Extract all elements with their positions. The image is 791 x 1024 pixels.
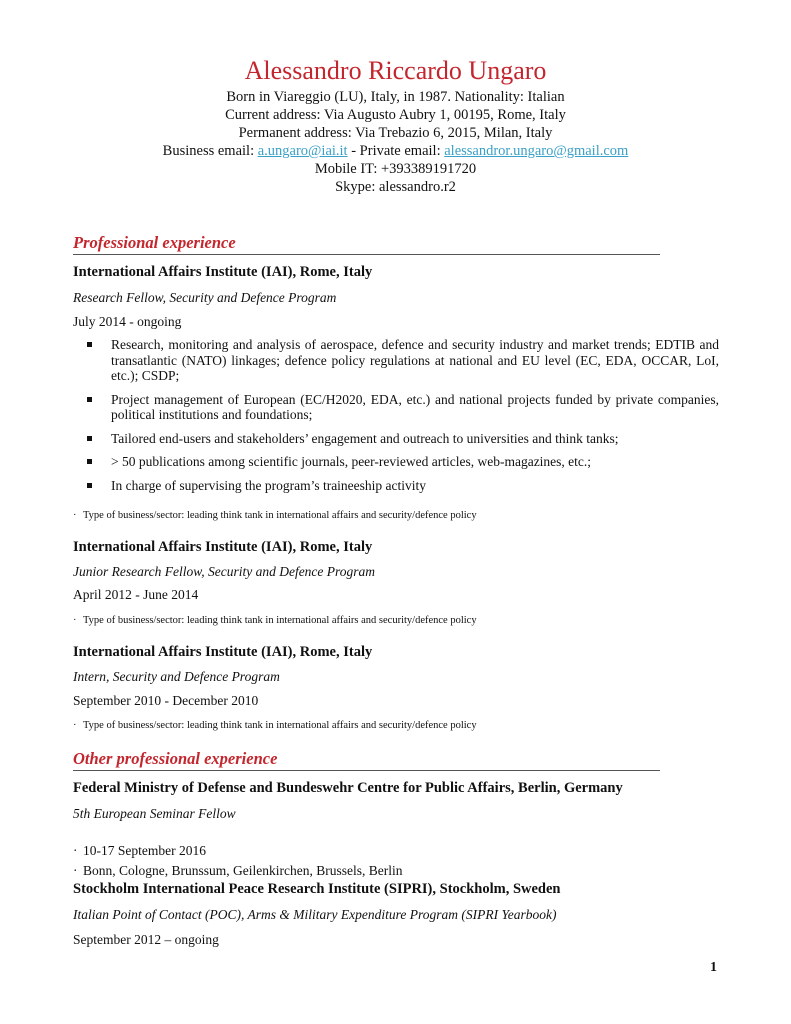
job-organization: International Affairs Institute (IAI), Rome, Italy [73, 264, 373, 280]
job-organization: Federal Ministry of Defense and Bundeswehr Centre for Public Affairs, Berlin, Germany [73, 780, 623, 796]
duty-item [87, 454, 719, 470]
dot-bullet-icon: · [73, 842, 78, 858]
duty-text: > 50 publications among scientific journals, peer-reviewed articles, web-magazines, etc.; [111, 454, 592, 469]
page-number: 1 [710, 960, 717, 975]
event-dates-text: 10-17 September 2016 [83, 842, 206, 858]
professional-experience-section [73, 232, 719, 732]
note-text: Type of business/sector: leading think tank in international affairs and security/defence policy [83, 720, 477, 731]
current-address: Current address: Via Augusto Aubry 1, 00195, Rome, Italy [225, 107, 566, 123]
job-role: 5th European Seminar Fellow [73, 806, 236, 821]
duty-text: Project management of European (EC/H2020, EDA, etc.) and national projects funded by private companies, political institutions and foundations; [111, 391, 719, 422]
event-locations-text: Bonn, Cologne, Brunssum, Geilenkirchen, Brussels, Berlin [83, 862, 403, 878]
job-organization: Stockholm International Peace Research Institute (SIPRI), Stockholm, Sweden [73, 881, 561, 897]
duty-text: Tailored end-users and stakeholders’ engagement and outreach to universities and think tanks; [111, 430, 619, 446]
mobile-phone: Mobile IT: +393389191720 [314, 161, 477, 177]
business-email-label: Business email: [162, 143, 258, 159]
business-sector-note [73, 614, 477, 628]
square-bullet-icon [87, 397, 92, 402]
square-bullet-icon [87, 436, 92, 441]
birth-nationality: Born in Viareggio (LU), Italy, in 1987. Nationality: Italian [226, 89, 565, 105]
duty-list [87, 337, 719, 501]
dot-bullet-icon: · [73, 510, 77, 521]
job-dates: April 2012 - June 2014 [73, 587, 199, 602]
duty-item [87, 478, 719, 494]
square-bullet-icon [87, 459, 92, 464]
section-title-other: Other professional experience [73, 748, 660, 771]
cv-header [0, 54, 791, 196]
job-dates: September 2012 – ongoing [73, 932, 219, 947]
event-dates [73, 842, 206, 860]
duty-item [87, 392, 719, 423]
job-role: Junior Research Fellow, Security and Defence Program [73, 564, 376, 579]
job-organization: International Affairs Institute (IAI), Rome, Italy [73, 644, 373, 660]
business-sector-note [73, 509, 477, 523]
job-dates: September 2010 - December 2010 [73, 693, 259, 708]
job-organization: International Affairs Institute (IAI), Rome, Italy [73, 539, 373, 555]
job-role: Intern, Security and Defence Program [73, 669, 280, 684]
section-title-professional: Professional experience [73, 232, 660, 255]
job-role: Research Fellow, Security and Defence Program [73, 290, 337, 305]
email-line [0, 142, 791, 160]
duty-text: In charge of supervising the program’s traineeship activity [111, 477, 427, 493]
business-sector-note [73, 719, 477, 733]
other-experience-section [73, 748, 660, 958]
permanent-address: Permanent address: Via Trebazio 6, 2015, Milan, Italy [238, 125, 553, 141]
square-bullet-icon [87, 342, 92, 347]
dot-bullet-icon: · [73, 862, 78, 878]
dot-bullet-icon: · [73, 615, 77, 626]
skype-id: Skype: alessandro.r2 [335, 179, 456, 195]
duty-item [87, 337, 719, 384]
private-email-label: - Private email: [347, 143, 445, 159]
job-dates: July 2014 - ongoing [73, 314, 182, 329]
event-locations [73, 862, 402, 880]
business-email-link[interactable]: a.ungaro@iai.it [257, 143, 348, 159]
dot-bullet-icon: · [73, 720, 77, 731]
note-text: Type of business/sector: leading think tank in international affairs and security/defence policy [83, 615, 477, 626]
job-role: Italian Point of Contact (POC), Arms & Military Expenditure Program (SIPRI Yearbook) [73, 907, 557, 922]
duty-text: Research, monitoring and analysis of aerospace, defence and security industry and market trends; EDTIB and transatlantic (NATO) linkages; defence policy regulations at national and EU level (EC, EDA, OCCAR, LoI, etc.); CSDP; [111, 337, 719, 383]
person-name: Alessandro Riccardo Ungaro [244, 56, 547, 85]
duty-item [87, 431, 719, 447]
private-email-link[interactable]: alessandror.ungaro@gmail.com [444, 143, 629, 159]
note-text: Type of business/sector: leading think tank in international affairs and security/defence policy [83, 510, 477, 521]
square-bullet-icon [87, 483, 92, 488]
